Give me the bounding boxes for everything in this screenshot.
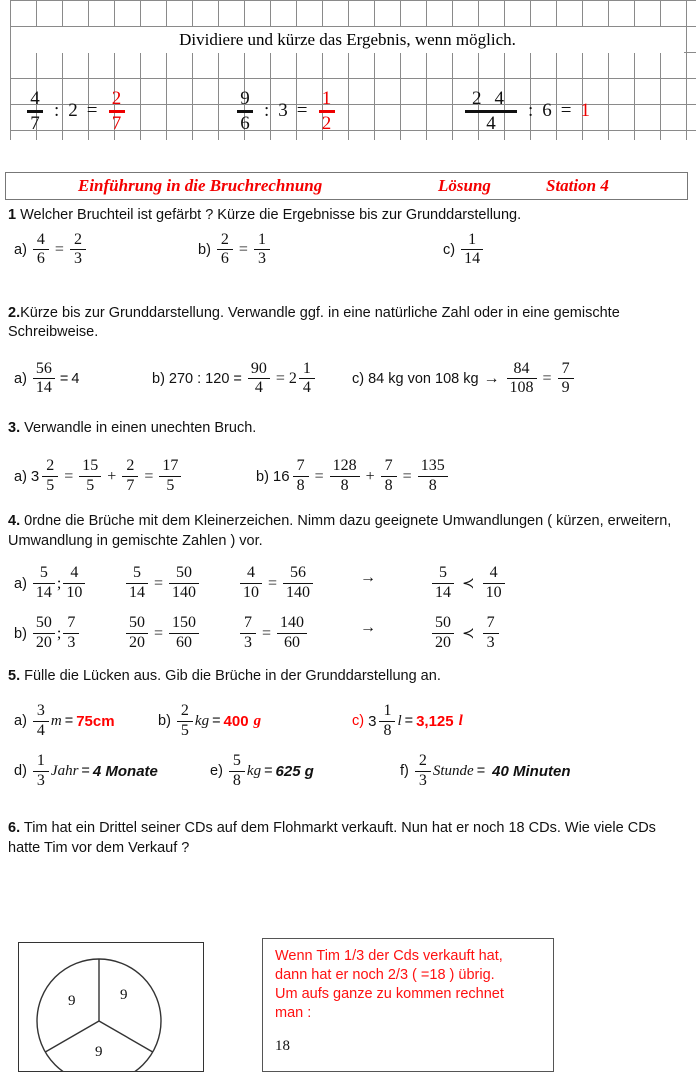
equals-sign: = <box>268 574 278 592</box>
q5-c-label: c) <box>352 713 365 730</box>
plus-sign: + <box>107 467 117 485</box>
q5-f-answer: 40 Minuten <box>492 762 571 780</box>
question-2-prompt <box>0 304 696 343</box>
equals-sign: = <box>264 763 273 780</box>
q2-a-label: a) <box>14 370 27 387</box>
q5-e-answer-unit: g <box>304 762 314 780</box>
q1-item-a <box>14 232 88 269</box>
question-1-prompt <box>0 206 696 226</box>
q1-item-c <box>443 232 485 269</box>
fraction-5-8-e: $\frac{5}{8}$ <box>229 753 245 790</box>
question-6-answer-box <box>262 938 554 1072</box>
q5-a-label: a) <box>14 713 27 730</box>
q5-item-d <box>14 753 158 790</box>
q5-e-answer: 625 <box>275 762 301 780</box>
question-2-number: 2. <box>8 304 21 321</box>
fraction-2-5: $\frac{2}{5}$ <box>42 458 58 495</box>
fraction-9-6: $\frac{9}{6}$ <box>237 89 253 134</box>
question-1-text: Welcher Bruchteil ist gefärbt ? Kürze die Ergebnisse bis zur Grunddarstellung. <box>20 207 522 223</box>
answer-line-1: Wenn Tim 1/3 der Cds verkauft hat, <box>275 948 503 964</box>
q5-a-answer: 75cm <box>76 712 115 730</box>
equals-sign: = <box>64 467 74 485</box>
fraction-140-60: $\frac{140}{60}$ <box>277 615 307 652</box>
divide-operator: : <box>528 100 534 121</box>
equals-sign: = <box>54 240 64 258</box>
fraction-50-20-concl: $\frac{50}{20}$ <box>432 615 454 652</box>
equals-sign: = <box>212 713 221 730</box>
semicolon: ; <box>56 574 62 592</box>
question-5 <box>0 667 696 797</box>
q5-item-f <box>400 753 571 790</box>
question-3-text: Verwandle in einen unechten Bruch. <box>24 419 257 436</box>
fraction-2-3: $\frac{2}{3}$ <box>70 232 86 269</box>
fraction-5-14: $\frac{5}{14}$ <box>33 565 55 602</box>
less-than-icon: ≺ <box>462 626 475 643</box>
worksheet-station-label: Station 4 <box>546 176 609 195</box>
equals-sign: = <box>476 763 486 780</box>
q5-item-a <box>14 703 115 740</box>
question-6-number: 6. <box>8 819 21 836</box>
answer-whole-1: 1 <box>580 100 590 121</box>
equals-sign: = <box>404 713 414 730</box>
fraction-2-6: $\frac{2}{6}$ <box>217 232 233 269</box>
fraction-7-8-b: $\frac{7}{8}$ <box>381 458 397 495</box>
q3-item-b <box>256 458 450 495</box>
fraction-50-140: $\frac{50}{140}$ <box>169 565 199 602</box>
q2-item-a <box>14 361 79 398</box>
right-arrow-icon: → <box>360 569 376 587</box>
question-6-pie-figure <box>18 942 204 1072</box>
less-than-icon: ≺ <box>462 576 475 593</box>
q5-c-whole: 3 <box>368 712 377 730</box>
q5-a-unit: m <box>50 712 62 729</box>
pie-label-2: 9 <box>120 987 128 1003</box>
grid-problem-1 <box>25 89 127 134</box>
fraction-1-4: $\frac{1}{4}$ <box>299 361 315 398</box>
q5-item-c <box>352 703 463 740</box>
fraction-1-3-d: $\frac{1}{3}$ <box>33 753 49 790</box>
answer-tail-number: 18 <box>275 1037 290 1054</box>
grid-header-title <box>11 27 684 53</box>
pie-label-3: 9 <box>95 1044 103 1060</box>
fraction-4-10-concl: $\frac{4}{10}$ <box>483 565 505 602</box>
q4-a-step2 <box>238 565 315 602</box>
plus-sign: + <box>365 467 375 485</box>
question-5-number: 5. <box>8 668 21 685</box>
divisor-value: 3 <box>278 100 288 121</box>
pie-label-1: 9 <box>68 993 76 1009</box>
question-2-answers <box>0 343 696 401</box>
equals-sign: = <box>144 467 154 485</box>
q2-b-expression: 270 : 120 = <box>168 370 242 387</box>
equals-sign: = <box>154 624 164 642</box>
q5-f-label: f) <box>400 763 409 780</box>
divisor-value: 2 <box>68 100 78 121</box>
equals-sign: = <box>314 467 324 485</box>
equals-sign: = <box>542 369 552 387</box>
question-4-number: 4. <box>8 513 21 530</box>
question-6-text: Tim hat ein Drittel seiner CDs auf dem Flohmarkt verkauft. Nun hat er noch 18 CDs. Wie viele CDs hatte Tim vor dem Verkauf ? <box>8 819 656 856</box>
q2-item-b <box>152 361 317 398</box>
fraction-2-3-f: $\frac{2}{3}$ <box>415 753 431 790</box>
question-5-prompt <box>0 667 696 687</box>
pie-chart-svg <box>19 943 203 1071</box>
fraction-1-14: $\frac{1}{14}$ <box>461 232 483 269</box>
q4-b-conclusion <box>430 615 501 652</box>
q5-c-answer: 3,125 <box>416 712 454 730</box>
q1-item-b <box>198 232 272 269</box>
worksheet-solution-label: Lösung <box>438 176 491 195</box>
question-3-number: 3. <box>8 419 21 436</box>
answer-fraction-1-2: $\frac{1}{2}$ <box>319 89 335 134</box>
q5-item-b <box>158 703 261 740</box>
fraction-5-14-concl: $\frac{5}{14}$ <box>432 565 454 602</box>
q5-d-label: d) <box>14 763 27 780</box>
q5-e-unit: kg <box>246 762 262 779</box>
q5-item-e <box>210 753 314 790</box>
grid-problem-row <box>0 82 696 140</box>
fraction-24-4: $\frac{24}{4}$ <box>465 89 517 134</box>
fraction-84-108: $\frac{84}{108}$ <box>507 361 537 398</box>
fraction-5-14-step: $\frac{5}{14}$ <box>126 565 148 602</box>
answer-line-4: man : <box>275 1005 312 1022</box>
q5-b-answer: 400 <box>223 712 249 730</box>
right-arrow-icon: → <box>483 369 500 387</box>
q4-a-step1 <box>124 565 201 602</box>
equals-operator: = <box>86 100 98 121</box>
fraction-4-10: $\frac{4}{10}$ <box>63 565 85 602</box>
question-6 <box>0 819 696 858</box>
q5-b-label: b) <box>158 713 171 730</box>
fraction-2-5-b: $\frac{2}{5}$ <box>177 703 193 740</box>
fraction-3-4: $\frac{3}{4}$ <box>33 703 49 740</box>
question-4-prompt <box>0 512 696 551</box>
equals-operator: = <box>560 100 572 121</box>
fraction-4-10-step: $\frac{4}{10}$ <box>240 565 262 602</box>
q5-b-answer-unit: g <box>253 712 262 729</box>
fraction-1-3: $\frac{1}{3}$ <box>254 232 270 269</box>
equals-sign: = <box>81 763 90 780</box>
worksheet-title-box <box>5 172 688 200</box>
question-1-number: 1 <box>8 207 17 223</box>
q3-b-label: b) <box>256 468 269 485</box>
grid-paper-header <box>0 0 696 142</box>
question-5-text: Fülle die Lücken aus. Gib die Brüche in der Grunddarstellung an. <box>24 668 441 685</box>
equals-sign: = <box>238 240 248 258</box>
q1-c-label: c) <box>443 241 456 258</box>
q3-a-whole: 3 <box>30 468 40 486</box>
question-4-row-b <box>0 607 696 661</box>
fraction-1-8: $\frac{1}{8}$ <box>379 703 395 740</box>
q4-a-given <box>14 565 87 602</box>
fraction-7-3: $\frac{7}{3}$ <box>63 615 79 652</box>
answer-line-3: Um aufs ganze zu kommen rechnet <box>275 986 504 1003</box>
fraction-4-7: $\frac{4}{7}$ <box>27 89 43 134</box>
equals-sign: = <box>402 467 412 485</box>
q2-a-result: 4 <box>71 370 80 387</box>
fraction-7-9: $\frac{7}{9}$ <box>558 361 574 398</box>
question-5-row-1 <box>0 687 696 743</box>
q5-d-answer: 4 Monate <box>92 762 158 780</box>
fraction-56-140: $\frac{56}{140}$ <box>283 565 313 602</box>
divide-operator: : <box>54 100 60 121</box>
q5-e-label: e) <box>210 763 223 780</box>
q4-b-label: b) <box>14 625 27 642</box>
q2-c-expression: 84 kg von 108 kg <box>368 370 479 387</box>
q1-b-label: b) <box>198 241 211 258</box>
fraction-135-8: $\frac{135}{8}$ <box>418 458 448 495</box>
fraction-17-5: $\frac{17}{5}$ <box>159 458 181 495</box>
fraction-15-5: $\frac{15}{5}$ <box>79 458 101 495</box>
semicolon: ; <box>56 624 62 642</box>
worksheet-title: Einführung in die Bruchrechnung <box>78 176 323 195</box>
q4-b-given <box>14 615 81 652</box>
fraction-2-7: $\frac{2}{7}$ <box>122 458 138 495</box>
q4-b-step1 <box>124 615 201 652</box>
q3-b-whole: 16 <box>272 468 290 486</box>
q4-a-arrow <box>360 569 376 587</box>
equals-sign: = <box>262 624 272 642</box>
question-4 <box>0 512 696 661</box>
q4-a-label: a) <box>14 575 27 592</box>
q5-f-unit: Stunde <box>432 762 474 779</box>
question-5-row-2 <box>0 743 696 797</box>
q5-c-answer-unit: l <box>458 712 463 729</box>
equals-sign: = <box>59 370 69 387</box>
q2-b-whole: 2 <box>288 369 297 387</box>
fraction-50-20-step: $\frac{50}{20}$ <box>126 615 148 652</box>
question-4-row-a <box>0 551 696 607</box>
answer-fraction-2-7: $\frac{2}{7}$ <box>109 89 125 134</box>
question-3-prompt <box>0 419 696 439</box>
fraction-7-3-concl: $\frac{7}{3}$ <box>483 615 499 652</box>
divisor-value: 6 <box>542 100 552 121</box>
q4-b-step2 <box>238 615 309 652</box>
grid-problem-3 <box>463 89 590 134</box>
equals-sign: = <box>64 713 74 730</box>
fraction-56-14: $\frac{56}{14}$ <box>33 361 55 398</box>
q2-b-label: b) <box>152 370 165 387</box>
fraction-150-60: $\frac{150}{60}$ <box>169 615 199 652</box>
question-4-text: 0rdne die Brüche mit dem Kleinerzeichen. Nimm dazu geeignete Umwandlungen ( kürzen, erweitern, Umwandlung in gemischte Zahlen ) vor. <box>8 513 672 549</box>
answer-line-2: dann hat er noch 2/3 ( =18 ) übrig. <box>275 967 495 984</box>
question-1 <box>0 206 696 272</box>
divide-operator: : <box>264 100 270 121</box>
equals-sign: = <box>275 369 285 387</box>
grid-problem-2 <box>235 89 337 134</box>
q5-d-unit: Jahr <box>50 762 79 779</box>
q3-a-label: a) <box>14 468 27 485</box>
q4-a-conclusion <box>430 565 507 602</box>
fraction-128-8: $\frac{128}{8}$ <box>330 458 360 495</box>
q1-a-label: a) <box>14 241 27 258</box>
fraction-7-8: $\frac{7}{8}$ <box>293 458 309 495</box>
q5-b-unit: kg <box>194 712 210 729</box>
q2-item-c <box>352 361 576 398</box>
worksheet-body <box>0 206 696 858</box>
question-1-answers <box>0 226 696 272</box>
fraction-7-3-step: $\frac{7}{3}$ <box>240 615 256 652</box>
equals-sign: = <box>154 574 164 592</box>
question-3-answers <box>0 438 696 500</box>
question-3 <box>0 419 696 501</box>
fraction-90-4: $\frac{90}{4}$ <box>248 361 270 398</box>
q3-item-a <box>14 458 183 495</box>
q5-c-unit: l <box>397 712 402 729</box>
q2-c-label: c) <box>352 370 365 387</box>
right-arrow-icon: → <box>360 619 376 637</box>
question-6-prompt <box>0 819 696 858</box>
equals-operator: = <box>296 100 308 121</box>
question-2-text: Kürze bis zur Grunddarstellung. Verwandle ggf. in eine natürliche Zahl oder in eine gemischte Schreibweise. <box>8 304 620 341</box>
q4-b-arrow <box>360 619 376 637</box>
fraction-50-20: $\frac{50}{20}$ <box>33 615 55 652</box>
question-2 <box>0 304 696 401</box>
fraction-4-6: $\frac{4}{6}$ <box>33 232 49 269</box>
grid-header-title-text: Dividiere und kürze das Ergebnis, wenn möglich. <box>179 30 516 49</box>
